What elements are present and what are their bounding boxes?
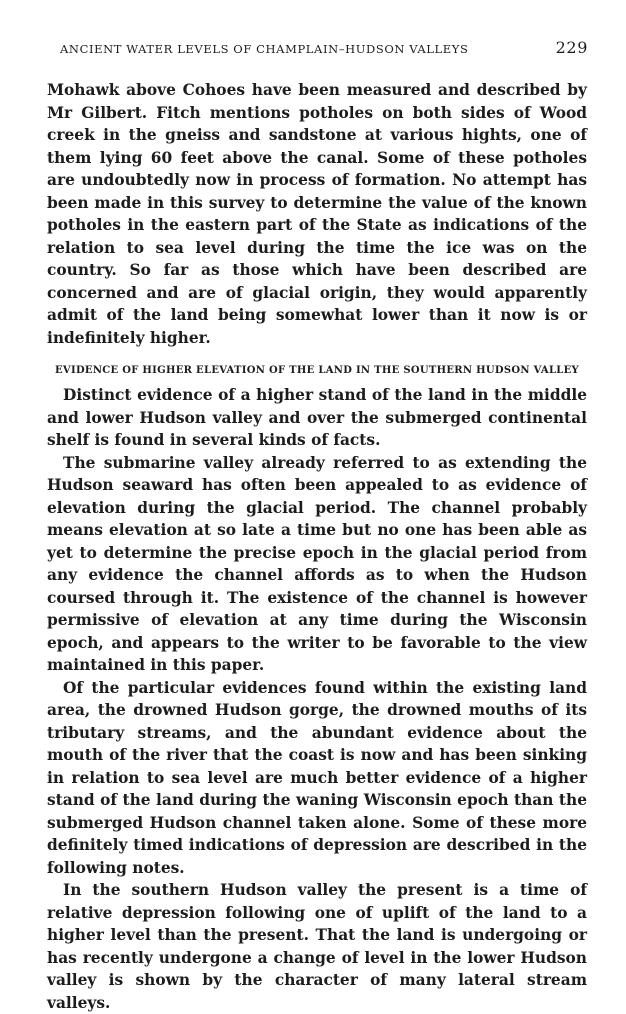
paragraph-continuation: Mohawk above Cohoes have been measured and described by Mr Gilbert. Fitch mentions potholes on both sides of Wood creek in the gneiss and sandstone at various hights, one of them lying 60 feet above the canal. Some of these potholes are undoubtedly now in process of formation. No attempt has been made in this survey to determine the value of the known potholes in the eastern part of the State as indications of the relation to sea level during the time the ice was on the country. So far as those which have been described are concerned and are of glacial origin, they would apparently admit of the land being somewhat lower than it now is or indefinitely higher. (47, 81, 587, 347)
page-number: 229 (555, 38, 588, 57)
paragraph: The submarine valley already referred to as extending the Hudson seaward has often been appealed to as evidence of elevation during the glacial period. The channel probably means elevation at so late a time but no one has been able as yet to determine the precise epoch in the glacial period from any evidence the channel affords as to when the Hudson coursed through it. The existence of the channel is however permissive of elevation at any time during the Wisconsin epoch, and appears to the writer to be favorable to the view maintained in this paper. (47, 453, 587, 674)
running-title: ANCIENT WATER LEVELS OF CHAMPLAIN–HUDSON VALLEYS (60, 42, 469, 56)
body-text (47, 79, 587, 1014)
paragraph: Distinct evidence of a higher stand of the land in the middle and lower Hudson valley and over the submerged continental shelf is found in several kinds of facts. (47, 386, 587, 449)
section-heading: EVIDENCE OF HIGHER ELEVATION OF THE LAND IN THE SOUTHERN HUDSON VALLEY (54, 365, 580, 376)
paragraph: Of the particular evidences found within the existing land area, the drowned Hudson gorge, the drowned mouths of its tributary streams, and the abundant evidence about the mouth of the river that the coast is now and has been sinking in relation to sea level are much better evidence of a higher stand of the land during the waning Wisconsin epoch than the submerged Hudson channel taken alone. Some of these more definitely timed indications of depression are described in the following notes. (47, 678, 587, 877)
paragraph: In the southern Hudson valley the present is a time of relative depression following one of uplift of the land to a higher level than the present. That the land is undergoing or has recently undergone a change of level in the lower Hudson valley is shown by the character of many lateral stream valleys. (47, 881, 587, 1012)
